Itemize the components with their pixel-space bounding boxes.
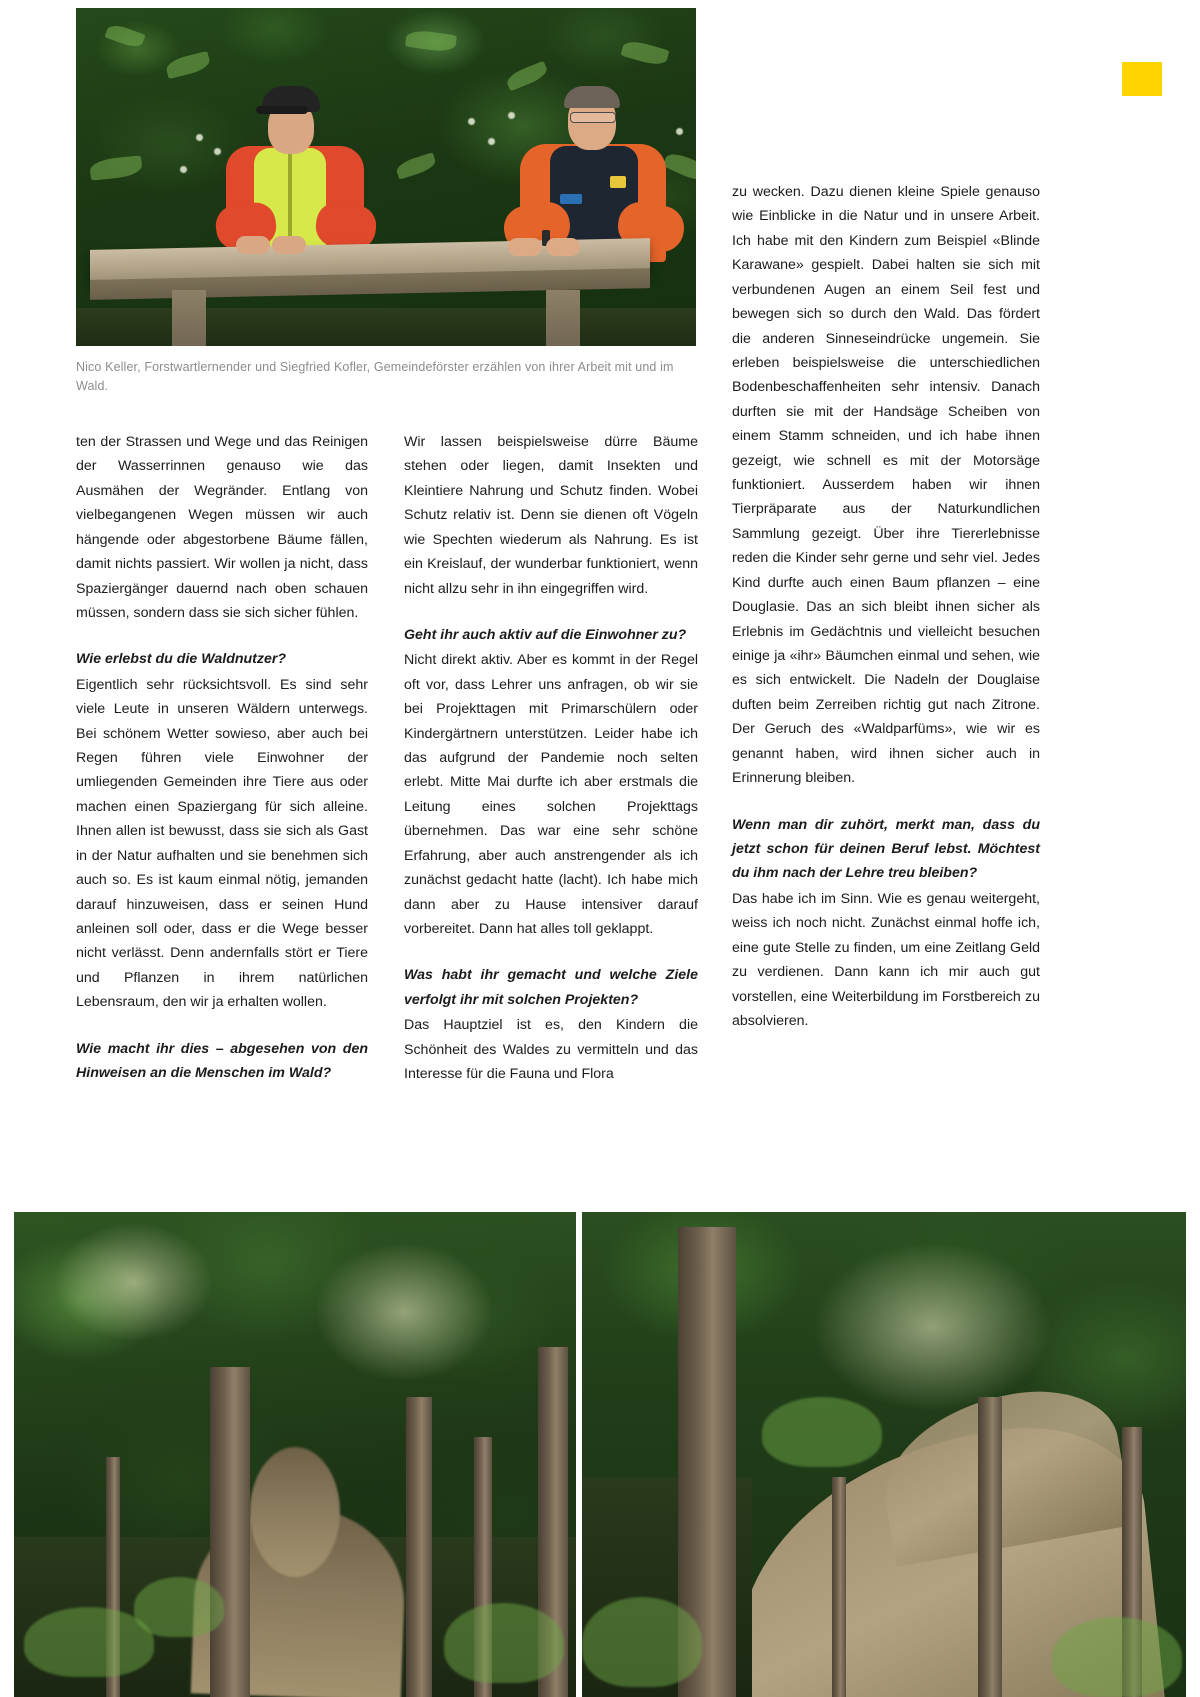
flower-decoration [676,128,683,135]
table-leg-left [172,290,206,346]
person-right-badge [610,176,626,188]
text-column-3 [732,180,1040,1033]
paragraph: Das habe ich im Sinn. Wie es genau weitergeht, weiss ich noch nicht. Zunächst einmal hoffe ich, eine gute Stelle zu finden, um eine Zeitlang Geld zu verdienen. Dann kann ich mir auch gut vorstellen, eine Weiterbildung im Forstbereich zu absolvieren. [732,890,1040,1029]
interview-portrait-photo [76,8,696,346]
person-right-hand-left [508,238,542,256]
forest-path-upper [250,1447,340,1577]
flower-decoration [508,112,515,119]
light-patch [314,1242,494,1382]
person-right-logo-patch [560,194,582,204]
light-patch [54,1222,214,1342]
tree-trunk [210,1367,250,1697]
interview-question: Wie erlebst du die Waldnutzer? [76,651,287,668]
paragraph: Wir lassen beispielsweise dürre Bäume stehen oder liegen, damit Insekten und Kleintiere Nahrung und Schutz finden. Wobei Schutz relativ ist. Denn sie dienen oft Vögeln wie Spechten wiederum als Nahrung. Es ist ein Kreislauf, der wunderbar funktioniert, wenn nicht allzu sehr in ihn eingegriffen wird. [404,434,698,597]
interview-question: Was habt ihr gemacht und welche Ziele verfolgt ihr mit solchen Projekten? [404,967,698,1008]
fern-bush [134,1577,224,1637]
flower-decoration [468,118,475,125]
person-left-vest-zipper [288,150,292,248]
fern-bush [1052,1617,1182,1697]
bottom-photo-row [14,1212,1186,1697]
text-column-1 [76,430,368,1086]
table-leg-right [546,290,580,346]
person-right-glasses [570,112,616,123]
flower-decoration [488,138,495,145]
person-left-hand-left [236,236,270,254]
person-right-hand-right [546,238,580,256]
fern-bush [582,1597,702,1687]
text-column-2 [404,430,698,1087]
flower-decoration [180,166,187,173]
paragraph: ten der Strassen und Wege und das Reinigen der Wasserrinnen genauso wie das Ausmähen der Wegränder. Entlang von vielbegangenen Wegen müssen wir auch hängende oder abgestorbene Bäume fällen, damit nichts passiert. Wir wollen ja nicht, dass Spaziergänger dauernd nach oben schauen müssen, sondern dass sie sich sicher fühlen. [76,434,368,621]
person-left-cap-brim [256,106,308,114]
paragraph: Eigentlich sehr rücksichtsvoll. Es sind sehr viele Leute in unseren Wäldern unterwegs. Bei schönem Wetter sowieso, aber auch bei Regen führen viele Einwohner der umliegenden Gemeinden ihre Tiere aus oder machen einen Spaziergang für sich alleine. Ihnen allen ist bewusst, dass sie sich als Gast in der Natur aufhalten und sie benehmen sich auch so. Es ist kaum einmal nötig, jemanden darauf hinzuweisen, dass er seinen Hund anleinen soll oder, dass er die Wege besser nicht verlässt. Denn andernfalls stört er Tiere und Pflanzen in ihrem natürlichen Lebensraum, den wir ja erhalten wollen. [76,676,368,1011]
tree-trunk [978,1397,1002,1697]
accent-marker [1122,62,1162,96]
tree-trunk [832,1477,846,1697]
paragraph: Das Hauptziel ist es, den Kindern die Schönheit des Waldes zu vermitteln und das Interesse für die Fauna und Flora [404,1017,698,1083]
forest-path-photo-left [14,1212,576,1697]
light-patch [812,1242,1052,1412]
flower-decoration [214,148,221,155]
paragraph: Nicht direkt aktiv. Aber es kommt in der Regel oft vor, dass Lehrer uns anfragen, ob wir sie bei Projekttagen mit Primarschülern oder Kindergärtnern unterstützen. Leider habe ich das aufgrund der Pandemie noch selten erlebt. Mitte Mai durfte ich aber erstmals die Leitung eines solchen Projekttags übernehmen. Das war eine sehr schöne Erfahrung, aber auch anstrengender als ich zunächst gedacht hatte (lacht). Ich habe mich dann aber zu Hause intensiver darauf vorbereitet. Dann hat alles toll geklappt. [404,652,698,938]
person-left-hand-right [272,236,306,254]
interview-question: Wenn man dir zuhört, merkt man, dass du jetzt schon für deinen Beruf lebst. Möchtest du ihm nach der Lehre treu bleiben? [732,816,1040,882]
tree-trunk [406,1397,432,1697]
fern-bush [762,1397,882,1467]
flower-decoration [196,134,203,141]
photo-caption: Nico Keller, Forstwartlernender und Siegfried Kofler, Gemeindeförster erzählen von ihrer Arbeit mit und im Wald. [76,360,674,394]
paragraph: zu wecken. Dazu dienen kleine Spiele genauso wie Einblicke in die Natur und in unsere Arbeit. Ich habe mit den Kindern zum Beispiel «Blinde Karawane» gespielt. Dabei halten sie sich mit verbundenen Augen an einem Seil fest und bewegen sich so durch den Wald. Das fördert die anderen Sinneseindrücke ungemein. Sie erleben beispielsweise die unterschiedlichen Bodenbeschaffenheiten sehr intensiv. Danach durften sie mit der Handsäge Scheiben von einem Stamm schneiden, und ich habe ihnen gezeigt, wie schnell es mit der Motorsäge funktioniert. Ausserdem haben wir ihnen Tierpräparate aus der Naturkundlichen Sammlung gezeigt. Über ihre Tiererlebnisse reden die Kinder sehr gerne und sehr viel. Jedes Kind durfte auch einen Baum pflanzen – eine Douglasie. Das an sich bleibt ihnen sicher als Erlebnis im Gedächtnis und vielleicht besuchen einige ja «ihr» Bäumchen einmal und sehen, wie es sich entwickelt. Die Nadeln der Douglaise duften beim Zerreiben richtig gut nach Zitrone. Der Geruch des «Waldparfüms», wie wir es genannt haben, wird ihnen sicher auch in Erinnerung bleiben. [732,184,1040,787]
forest-floor [76,308,696,346]
forest-path-photo-right [582,1212,1186,1697]
interview-question: Geht ihr auch aktiv auf die Einwohner zu? [404,626,687,643]
person-right-hair [564,86,620,108]
fern-bush [444,1603,564,1683]
interview-question: Wie macht ihr dies – abgesehen von den Hinweisen an die Menschen im Wald? [76,1040,368,1082]
